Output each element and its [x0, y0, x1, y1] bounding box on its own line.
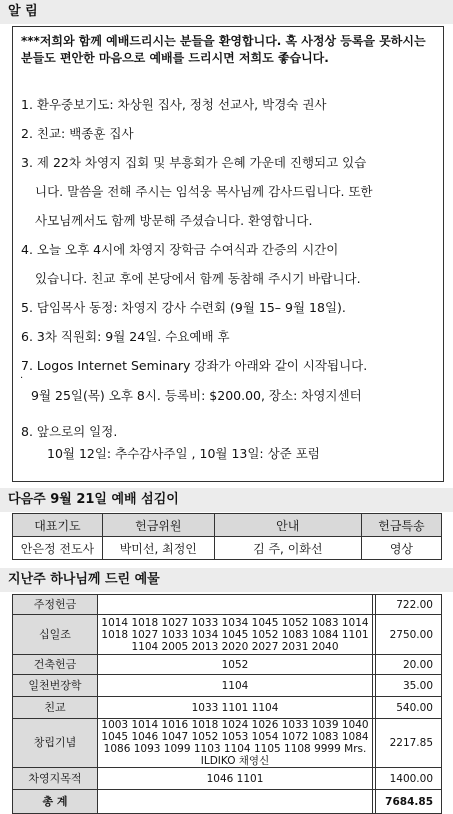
header-prayer: 대표기도 [13, 514, 103, 537]
notices-title: 알 림 [0, 0, 453, 24]
row-detail: 1052 [98, 655, 373, 675]
total-amount: 7684.85 [376, 790, 442, 814]
table-row [13, 595, 442, 615]
header-offering: 헌금위원 [102, 514, 214, 537]
notice-item-3-line-2: 니다. 말씀을 전해 주시는 임석웅 목사님께 감사드립니다. 또한 [35, 184, 373, 199]
service-roles-title: 다음주 9월 21일 예배 섬김이 [0, 488, 453, 512]
total-label: 총 계 [13, 790, 98, 814]
header-special: 헌금특송 [361, 514, 441, 537]
header-usher: 안내 [214, 514, 361, 537]
table-row [13, 655, 442, 675]
offering-cell: 박미선, 최정인 [102, 537, 214, 560]
row-amount: 722.00 [376, 595, 442, 615]
bullet-dot: . [20, 370, 24, 381]
table-row [13, 697, 442, 719]
notice-item-2: 2. 친교: 백종훈 집사 [21, 126, 134, 141]
row-label: 십일조 [13, 615, 98, 655]
row-label: 친교 [13, 697, 98, 719]
service-roles-row [13, 537, 442, 560]
notices-intro: ***저희와 함께 예배드리시는 분들을 환영합니다. 혹 사정상 등록을 못하시는 분들도 편안한 마음으로 예배를 드리시면 저희도 좋습니다. [21, 34, 426, 65]
row-amount: 1400.00 [376, 768, 442, 790]
row-amount: 20.00 [376, 655, 442, 675]
notice-item-8-line-2: 10월 12일: 추수감사주일 , 10월 13일: 상준 포럼 [47, 446, 320, 461]
row-label: 차영지목적 [13, 768, 98, 790]
row-label: 창립기념 [13, 719, 98, 768]
notice-item-7-line-2: 9월 25일(목) 오후 8시. 등록비: $200.00, 장소: 차영지센터 [31, 388, 362, 403]
notice-item-3: 3. 제 22차 차영지 집회 및 부흥회가 은혜 가운데 진행되고 있습 [21, 155, 367, 170]
total-detail [98, 790, 373, 814]
row-detail: 1104 [98, 675, 373, 697]
row-detail: 1046 1101 [98, 768, 373, 790]
row-detail: 1003 1014 1016 1018 1024 1026 1033 1039 1040 1045 1046 1047 1052 1053 1054 1072 1083 1084 1086 1093 1099 1103 1104 1105 1108 9999 Mrs. ILDIKO 채영신 [98, 719, 373, 768]
offerings-title: 지난주 하나님께 드린 예물 [0, 568, 453, 592]
row-amount: 540.00 [376, 697, 442, 719]
notice-item-6: 6. 3차 직원회: 9월 24일. 수요예배 후 [21, 329, 230, 344]
prayer-cell: 안은정 전도사 [13, 537, 103, 560]
notice-item-3-line-3: 사모님께서도 함께 방문해 주셨습니다. 환영합니다. [35, 213, 313, 228]
row-label: 일천번장학 [13, 675, 98, 697]
row-label: 건축헌금 [13, 655, 98, 675]
table-row [13, 615, 442, 655]
notices-box [12, 26, 444, 482]
notice-item-5: 5. 담임목사 동정: 차영지 강사 수련회 (9월 15– 9월 18일). [21, 300, 346, 315]
table-row [13, 675, 442, 697]
service-roles-table [12, 513, 442, 560]
notice-item-4-line-2: 있습니다. 친교 후에 본당에서 함께 동참해 주시기 바랍니다. [35, 271, 361, 286]
offerings-table [12, 594, 442, 814]
table-row [13, 719, 442, 768]
row-amount: 35.00 [376, 675, 442, 697]
row-detail: 1014 1018 1027 1033 1034 1045 1052 1083 1014 1018 1027 1033 1034 1045 1052 1083 1084 1101 1104 2005 2013 2020 2027 2031 2040 [98, 615, 373, 655]
total-row [13, 790, 442, 814]
notice-item-8: 8. 앞으로의 일정. [21, 424, 118, 439]
service-roles-header-row [13, 514, 442, 537]
row-detail [98, 595, 373, 615]
notice-item-1: 1. 환우중보기도: 차상원 집사, 정청 선교사, 박경숙 권사 [21, 97, 327, 112]
row-detail: 1033 1101 1104 [98, 697, 373, 719]
notice-item-4: 4. 오늘 오후 4시에 차영지 장학금 수여식과 간증의 시간이 [21, 242, 339, 257]
row-amount: 2217.85 [376, 719, 442, 768]
special-cell: 영상 [361, 537, 441, 560]
table-row [13, 768, 442, 790]
row-amount: 2750.00 [376, 615, 442, 655]
notice-item-7: 7. Logos Internet Seminary 강좌가 아래와 같이 시작됩니다. [21, 358, 368, 373]
usher-cell: 김 주, 이화선 [214, 537, 361, 560]
row-label: 주정헌금 [13, 595, 98, 615]
